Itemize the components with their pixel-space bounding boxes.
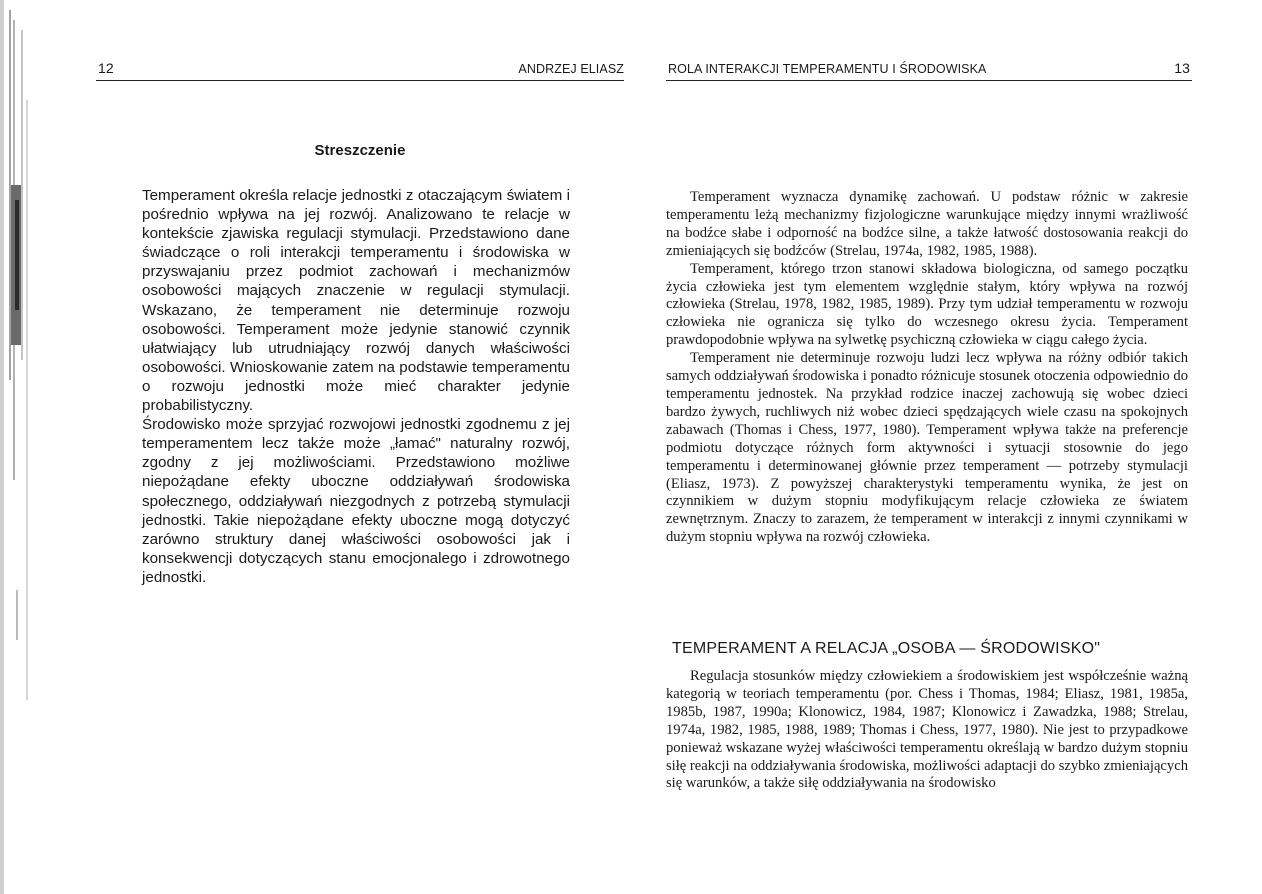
left-page-number: 12	[98, 60, 114, 76]
left-page	[96, 0, 624, 894]
summary-paragraph: Środowisko może sprzyjać rozwojowi jednostki zgodnemu z jej temperamentem lecz także może „łamać" naturalny rozwój, zgodny z jej możliwościami. Przedstawiono możliwe niepożądane efekty uboczne oddziaływań środowiska społecznego, oddziaływań niezgodnych z potrzebą stymulacji jednostki. Takie niepożądane efekty uboczne mogą dotyczyć zarówno struktury danej właściwości osobowości jak i konsekwencji dotyczących stanu emocjonalego i zdrowotnego jednostki.	[142, 416, 570, 586]
right-running-head	[666, 60, 1192, 81]
scan-edge-artifact	[0, 0, 40, 894]
summary-paragraph: Temperament określa relacje jednostki z otaczającym światem i pośrednio wpływa na jej rozwój. Analizowano te relacje w kontekście zjawiska regulacji stymulacji. Przedstawiono dane świadczące o roli interakcji temperamentu i środowiska w przyswajaniu przez podmiot zachowań i mechanizmów osobowości mających znaczenie w regulacji stymulacji. Wskazano, że temperament nie determinuje rozwoju osobowości. Temperament może jedynie stanowić czynnik ułatwiający lub utrudniający rozwój danych właściwości osobowości. Wnioskowanie zatem na podstawie temperamentu o rozwoju jednostki może mieć charakter jedynie probabilistyczny.	[142, 187, 570, 415]
body-paragraph: Temperament, którego trzon stanowi składowa biologiczna, od samego początku życia człowieka jest tym elementem względnie stałym, który wpływa na rozwój człowieka (Strelau, 1978, 1982, 1985, 1989). Przy tym udział temperamentu w rozwoju człowieka nie ogranicza się tylko do wczesnego okresu życia. Temperament prawdopodobnie wpływa na sylwetkę psychiczną człowieka w ciągu całego życia.	[666, 260, 1188, 349]
left-running-title: ANDRZEJ ELIASZ	[518, 62, 624, 76]
right-page	[666, 0, 1192, 894]
body-paragraph: Regulacja stosunków między człowiekiem a środowiskiem jest współcześnie ważną kategorią w teoriach temperamentu (por. Chess i Thomas, 1984; Eliasz, 1981, 1985a, 1985b, 1987, 1990a; Klonowicz, 1984, 1987; Klonowicz i Zawadzka, 1988; Strelau, 1974a, 1982, 1985, 1988, 1989; Thomas i Chess, 1977, 1980). Nie jest to przypadkowe ponieważ wskazane wyżej właściwości temperamentu określają w bardzo dużym stopniu siłę reakcji na oddziaływania środowiska, możliwości adaptacji do szybko zmieniających się warunków, a także siłę oddziaływania na środowisko	[666, 668, 1188, 792]
section-heading: TEMPERAMENT A RELACJA „OSOBA — ŚRODOWISKO"	[672, 640, 1101, 657]
right-page-number: 13	[1174, 60, 1190, 76]
right-running-title: ROLA INTERAKCJI TEMPERAMENTU I ŚRODOWISKA	[668, 62, 987, 76]
left-running-head	[96, 60, 624, 81]
section-body-text	[666, 668, 1188, 793]
body-paragraph: Temperament wyznacza dynamikę zachowań. U podstaw różnic w zakresie temperamentu leżą mechanizmy fizjologiczne warunkujące między innymi wrażliwość na bodźce słabe i odporność na bodźce silne, a także łatwość dostosowania reakcji do zmieniających się bodźców (Strelau, 1974a, 1982, 1985, 1988).	[666, 189, 1188, 259]
body-paragraph: Temperament nie determinuje rozwoju ludzi lecz wpływa na różny odbiór takich samych oddziaływań środowiska i ponadto różnicuje stosunek otoczenia odpowiednio do temperamentu jednostek. Na przykład rodzice inaczej zachowują się wobec dzieci bardzo żywych, ruchliwych niż wobec dzieci spędzających wiele czasu na spokojnych zabawach (Thomas i Chess, 1977, 1980). Temperament wpływa także na preferencje podmiotu dotyczące różnych form aktywności i sytuacji stosownie do jego temperamentu i determinowanej głównie przez temperament — potrzeby stymulacji (Eliasz, 1973). Z powyższej charakterystyki temperamentu wynika, że jest on czynnikiem w dużym stopniu modyfikującym relacje człowieka ze światem zewnętrznym. Znaczy to zarazem, że temperament w interakcji z innymi czynnikami w dużym stopniu wpływa na rozwój człowieka.	[666, 350, 1188, 546]
summary-heading: Streszczenie	[314, 142, 406, 159]
summary-block	[142, 186, 570, 587]
right-body-text	[666, 189, 1188, 547]
